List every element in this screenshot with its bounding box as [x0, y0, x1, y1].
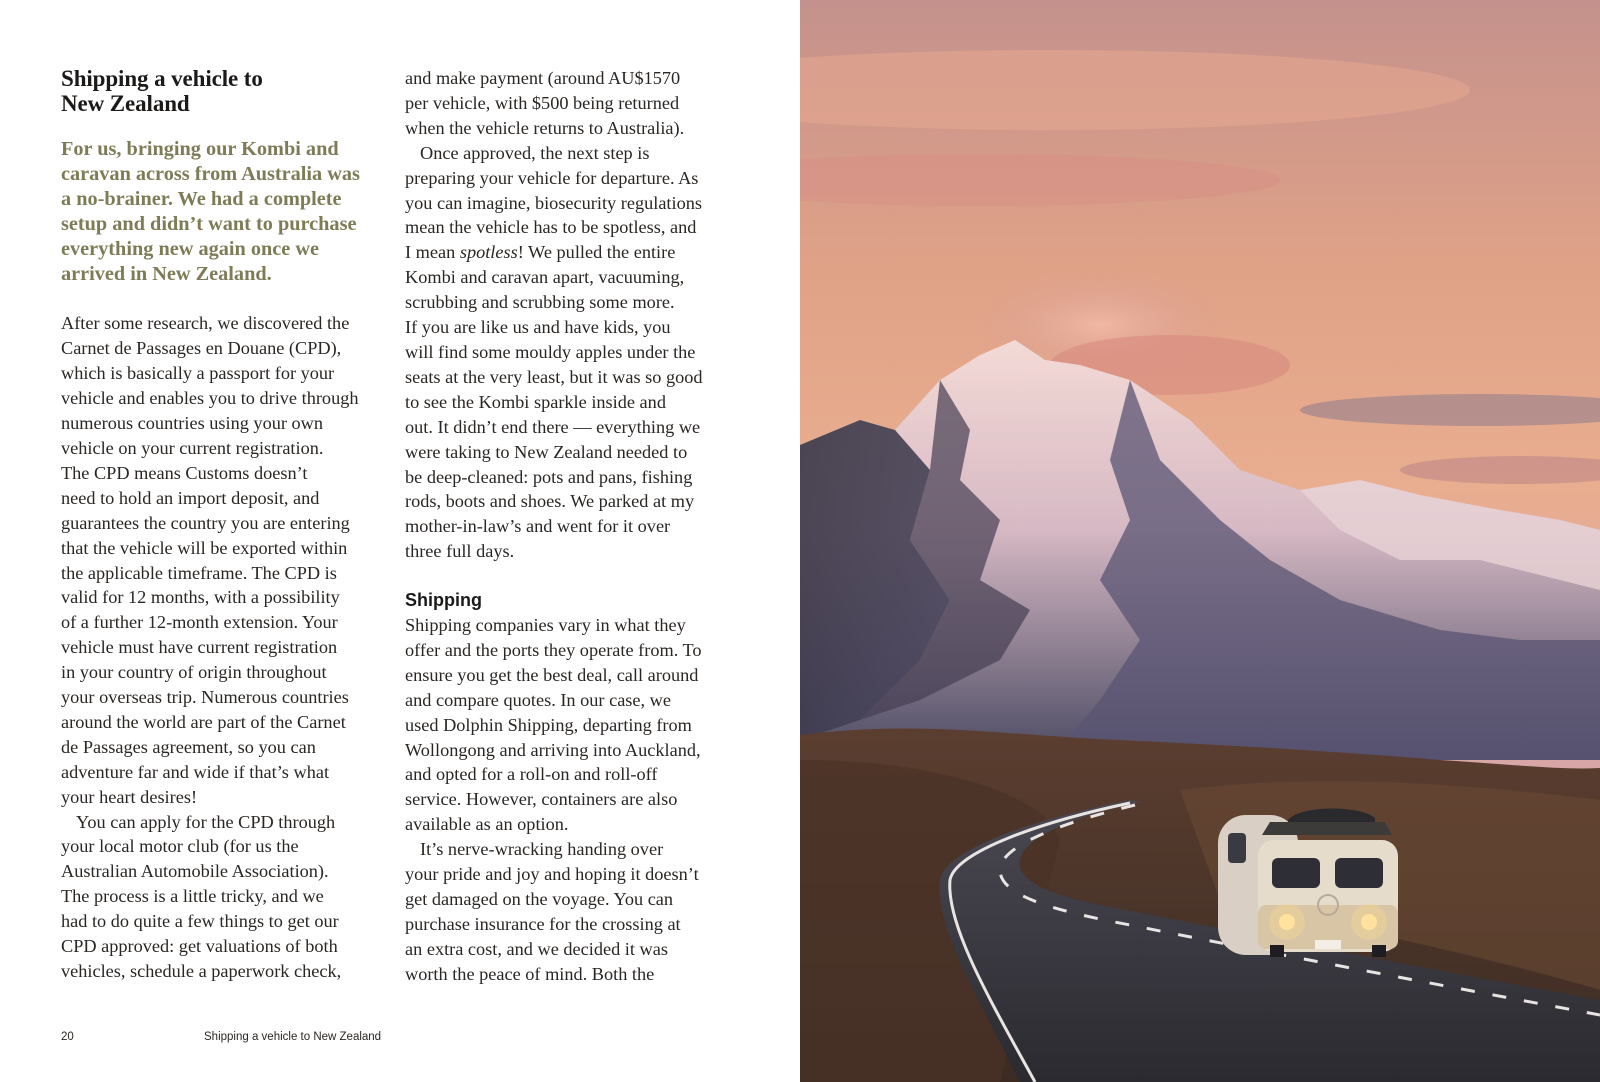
body-line: which is basically a passport for your	[61, 363, 335, 384]
body-line: You can apply for the CPD through	[76, 811, 336, 832]
body-line: After some research, we discovered the	[61, 313, 350, 334]
body-line: to see the Kombi sparkle inside and	[405, 391, 666, 412]
intro-line: For us, bringing our Kombi and	[61, 138, 339, 160]
body-line: ensure you get the best deal, call around	[405, 664, 699, 685]
body-line: the applicable timeframe. The CPD is	[61, 562, 337, 583]
body-line: your pride and joy and hoping it doesn’t	[405, 864, 699, 885]
intro-line: caravan across from Australia was	[61, 162, 360, 185]
body-line: were taking to New Zealand needed to	[405, 441, 688, 462]
body-line: mother-in-law’s and went for it over	[405, 516, 671, 537]
intro-paragraph	[61, 137, 383, 286]
headlight-glow	[1351, 904, 1387, 940]
body-line: guarantees the country you are entering	[61, 512, 350, 533]
body-paragraph	[405, 141, 735, 564]
body-line: three full days.	[405, 541, 515, 562]
body-line: numerous countries using your own	[61, 413, 323, 434]
body-line: available as an option.	[405, 814, 569, 835]
body-line: Once approved, the next step is	[420, 142, 650, 163]
body-line: Kombi and caravan apart, vacuuming,	[405, 267, 685, 288]
campervan-and-caravan	[1218, 808, 1398, 957]
body-line: adventure far and wide if that’s what	[61, 761, 330, 782]
body-line: an extra cost, and we decided it was	[405, 938, 668, 959]
wheel	[1270, 945, 1284, 957]
column-2	[405, 66, 735, 987]
mountain-road-photo	[800, 0, 1600, 1082]
body-line: per vehicle, with $500 being returned	[405, 92, 680, 113]
body-line: scrubbing and scrubbing some more.	[405, 292, 675, 313]
body-line: and opted for a roll-on and roll-off	[405, 764, 658, 785]
body-line: The process is a little tricky, and we	[61, 886, 324, 907]
intro-line: arrived in New Zealand.	[61, 262, 272, 285]
body-line: vehicle on your current registration.	[61, 437, 324, 458]
body-line: your overseas trip. Numerous countries	[61, 687, 349, 708]
body-line: CPD approved: get valuations of both	[61, 936, 338, 957]
body-line: Wollongong and arriving into Auckland,	[405, 739, 701, 760]
body-line: offer and the ports they operate from. To	[405, 639, 702, 660]
body-line: need to hold an import deposit, and	[61, 487, 320, 508]
body-line: around the world are part of the Carnet	[61, 711, 346, 732]
roof-rack	[1262, 822, 1392, 835]
body-line-emphasis	[405, 240, 735, 265]
body-paragraph	[405, 837, 735, 986]
body-line: vehicle must have current registration	[61, 637, 338, 658]
body-line: The CPD means Customs doesn’t	[61, 462, 308, 483]
body-paragraph	[61, 311, 383, 809]
caravan-window	[1228, 833, 1246, 863]
body-line: rods, boots and shoes. We parked at my	[405, 491, 695, 512]
body-line: get damaged on the voyage. You can	[405, 889, 674, 909]
body-line: had to do quite a few things to get our	[61, 911, 339, 932]
body-line: vehicles, schedule a paperwork check,	[61, 961, 342, 981]
wheel	[1372, 945, 1386, 957]
body-line: and make payment (around AU$1570	[405, 68, 681, 88]
body-line: preparing your vehicle for departure. As	[405, 167, 699, 188]
body-line: purchase insurance for the crossing at	[405, 913, 681, 934]
body-paragraph	[405, 66, 735, 141]
body-paragraph	[405, 613, 735, 837]
body-line: seats at the very least, but it was so good	[405, 366, 703, 387]
body-line: when the vehicle returns to Australia).	[405, 117, 685, 138]
body-line: that the vehicle will be exported within	[61, 537, 348, 558]
body-line: service. However, containers are also	[405, 789, 678, 810]
body-line: of a further 12-month extension. Your	[61, 612, 338, 633]
body-line: your local motor club (for us the	[61, 836, 299, 857]
body-line: If you are like us and have kids, you	[405, 317, 671, 338]
body-line: mean the vehicle has to be spotless, and	[405, 217, 697, 238]
body-line: It’s nerve-wracking handing over	[420, 839, 664, 860]
body-paragraph	[61, 810, 383, 984]
body-line: out. It didn’t end there — everything we	[405, 416, 701, 437]
body-line: vehicle and enables you to drive through	[61, 388, 359, 409]
body-line: used Dolphin Shipping, departing from	[405, 714, 692, 735]
text-run: ! We pulled the entire	[517, 242, 676, 263]
running-head: Shipping a vehicle to New Zealand	[204, 1031, 382, 1043]
kombi-windscreen	[1335, 858, 1383, 888]
body-line: be deep-cleaned: pots and pans, fishing	[405, 466, 693, 487]
number-plate	[1315, 940, 1341, 949]
section-subheading: Shipping	[405, 590, 482, 611]
body-line: in your country of origin throughout	[61, 662, 327, 683]
body-line: your heart desires!	[61, 786, 198, 807]
body-line: Shipping companies vary in what they	[405, 615, 686, 636]
photo-illustration	[800, 0, 1600, 1082]
body-line: de Passages agreement, so you can	[61, 736, 316, 757]
body-line: you can imagine, biosecurity regulations	[405, 192, 702, 213]
heading-line: New Zealand	[61, 91, 190, 116]
intro-line: everything new again once we	[61, 237, 319, 260]
heading-line: Shipping a vehicle to	[61, 66, 263, 91]
body-line: will find some mouldy apples under the	[405, 341, 696, 362]
kombi-windscreen	[1272, 858, 1320, 888]
emphasis-word: spotless	[459, 242, 518, 263]
article-heading	[61, 66, 383, 116]
body-line: valid for 12 months, with a possibility	[61, 587, 340, 608]
body-line: Australian Automobile Association).	[61, 861, 329, 882]
body-line: worth the peace of mind. Both the	[405, 963, 655, 984]
body-line: Carnet de Passages en Douane (CPD),	[61, 338, 342, 359]
text-run: I mean	[405, 242, 460, 263]
body-line: and compare quotes. In our case, we	[405, 689, 671, 710]
headlight-glow	[1269, 904, 1305, 940]
intro-line: a no-brainer. We had a complete	[61, 187, 342, 210]
column-1	[61, 66, 383, 984]
page-number: 20	[61, 1031, 74, 1043]
intro-line: setup and didn’t want to purchase	[61, 212, 357, 235]
